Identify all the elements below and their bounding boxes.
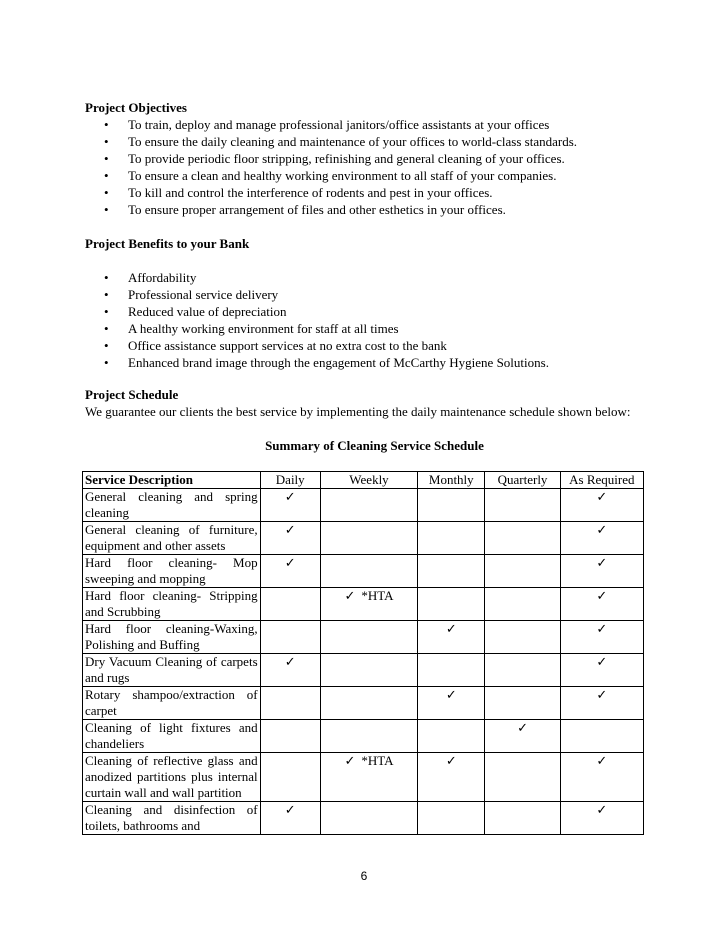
checkmark-icon: ✓ [596,753,608,768]
monthly-cell [418,687,485,720]
objective-item-text: To ensure proper arrangement of files and other esthetics in your offices. [128,202,506,217]
bullet-icon: • [104,117,109,132]
weekly-cell [320,720,417,753]
daily-cell [260,802,320,835]
quarterly-cell [485,802,560,835]
service-description-cell: Rotary shampoo/extraction of carpet [83,687,261,720]
table-row [83,753,644,802]
table-row [83,621,644,654]
table-row [83,588,644,621]
page-number: 6 [360,869,368,883]
daily-cell [260,621,320,654]
monthly-cell [418,802,485,835]
as-required-cell [560,555,643,588]
as-required-cell [560,802,643,835]
quarterly-cell [485,555,560,588]
objective-item [85,167,644,184]
weekly-cell [320,522,417,555]
hta-note: *HTA [361,588,394,603]
monthly-cell [418,720,485,753]
checkmark-icon: ✓ [344,588,356,603]
service-description-cell: Dry Vacuum Cleaning of carpets and rugs [83,654,261,687]
service-description-cell: General cleaning and spring cleaning [83,489,261,522]
schedule-section [85,386,644,835]
benefits-list [85,269,644,371]
col-header-service-description: Service Description [83,472,261,489]
checkmark-icon: ✓ [284,802,296,817]
checkmark-icon: ✓ [596,621,608,636]
monthly-cell [418,522,485,555]
checkmark-icon: ✓ [284,555,296,570]
checkmark-icon: ✓ [445,687,457,702]
checkmark-icon: ✓ [596,555,608,570]
schedule-table-body [83,489,644,835]
bullet-icon: • [104,338,109,353]
table-row [83,687,644,720]
schedule-table [82,471,644,835]
weekly-cell [320,753,417,802]
benefit-item [85,354,644,371]
objective-item [85,116,644,133]
checkmark-icon: ✓ [284,654,296,669]
table-header-row [83,472,644,489]
service-description-cell: Cleaning of light fixtures and chandeliers [83,720,261,753]
monthly-cell [418,588,485,621]
benefit-item [85,320,644,337]
quarterly-cell [485,621,560,654]
checkmark-icon: ✓ [344,753,356,768]
objective-item-text: To ensure a clean and healthy working environment to all staff of your companies. [128,168,557,183]
bullet-icon: • [104,185,109,200]
bullet-icon: • [104,355,109,370]
benefit-item-text: Reduced value of depreciation [128,304,287,319]
as-required-cell [560,753,643,802]
col-header-daily: Daily [260,472,320,489]
objective-item-text: To kill and control the interference of rodents and pest in your offices. [128,185,493,200]
benefit-item-text: Office assistance support services at no extra cost to the bank [128,338,447,353]
table-row [83,802,644,835]
quarterly-cell [485,720,560,753]
benefit-item [85,286,644,303]
weekly-cell [320,802,417,835]
schedule-heading: Project Schedule [85,387,179,402]
weekly-cell [320,555,417,588]
service-description-cell: Hard floor cleaning- Stripping and Scrubbing [83,588,261,621]
checkmark-icon: ✓ [284,522,296,537]
benefit-item-text: Enhanced brand image through the engagement of McCarthy Hygiene Solutions. [128,355,549,370]
bullet-icon: • [104,304,109,319]
daily-cell [260,555,320,588]
table-row [83,720,644,753]
objective-item [85,184,644,201]
daily-cell [260,720,320,753]
checkmark-icon: ✓ [596,687,608,702]
monthly-cell [418,621,485,654]
weekly-cell [320,588,417,621]
benefit-item-text: A healthy working environment for staff at all times [128,321,399,336]
bullet-icon: • [104,321,109,336]
monthly-cell [418,555,485,588]
as-required-cell [560,720,643,753]
checkmark-icon: ✓ [596,802,608,817]
objective-item-text: To train, deploy and manage professional janitors/office assistants at your offices [128,117,550,132]
weekly-cell [320,687,417,720]
objectives-heading: Project Objectives [85,100,187,115]
quarterly-cell [485,687,560,720]
weekly-cell [320,489,417,522]
table-row [83,522,644,555]
service-description-cell: Cleaning of reflective glass and anodized partitions plus internal curtain wall and wall partition [83,753,261,802]
objective-item [85,133,644,150]
service-description-cell: General cleaning of furniture, equipment and other assets [83,522,261,555]
table-row [83,489,644,522]
daily-cell [260,588,320,621]
objective-item [85,150,644,167]
checkmark-icon: ✓ [445,621,457,636]
benefits-section [85,235,644,371]
bullet-icon: • [104,134,109,149]
benefit-item [85,303,644,320]
checkmark-icon: ✓ [596,522,608,537]
as-required-cell [560,588,643,621]
quarterly-cell [485,489,560,522]
col-header-monthly: Monthly [418,472,485,489]
as-required-cell [560,687,643,720]
objective-item-text: To provide periodic floor stripping, refinishing and general cleaning of your offices. [128,151,565,166]
quarterly-cell [485,654,560,687]
col-header-weekly: Weekly [320,472,417,489]
service-description-cell: Hard floor cleaning-Waxing, Polishing and Buffing [83,621,261,654]
service-description-cell: Cleaning and disinfection of toilets, bathrooms and [83,802,261,835]
benefit-item-text: Professional service delivery [128,287,279,302]
bullet-icon: • [104,287,109,302]
weekly-cell [320,654,417,687]
bullet-icon: • [104,168,109,183]
service-description-cell: Hard floor cleaning- Mop sweeping and mopping [83,555,261,588]
as-required-cell [560,654,643,687]
page-content [85,99,644,835]
as-required-cell [560,621,643,654]
daily-cell [260,489,320,522]
quarterly-cell [485,522,560,555]
bullet-icon: • [104,151,109,166]
checkmark-icon: ✓ [596,489,608,504]
monthly-cell [418,654,485,687]
bullet-icon: • [104,270,109,285]
daily-cell [260,654,320,687]
monthly-cell [418,753,485,802]
bullet-icon: • [104,202,109,217]
objective-item-text: To ensure the daily cleaning and maintenance of your offices to world-class standards. [128,134,578,149]
objective-item [85,201,644,218]
daily-cell [260,753,320,802]
checkmark-icon: ✓ [596,654,608,669]
objectives-section [85,99,644,218]
checkmark-icon: ✓ [284,489,296,504]
checkmark-icon: ✓ [596,588,608,603]
table-title: Summary of Cleaning Service Schedule [265,438,484,453]
benefit-item-text: Affordability [128,270,197,285]
hta-note: *HTA [361,753,394,768]
checkmark-icon: ✓ [517,720,528,735]
daily-cell [260,687,320,720]
schedule-paragraph: We guarantee our clients the best service by implementing the daily maintenance schedule shown below: [85,404,631,419]
as-required-cell [560,489,643,522]
benefit-item [85,269,644,286]
table-row [83,555,644,588]
col-header-quarterly: Quarterly [485,472,560,489]
weekly-cell [320,621,417,654]
objectives-list [85,116,644,218]
benefits-heading: Project Benefits to your Bank [85,236,250,251]
as-required-cell [560,522,643,555]
checkmark-icon: ✓ [445,753,457,768]
col-header-as-required: As Required [560,472,643,489]
benefit-item [85,337,644,354]
quarterly-cell [485,753,560,802]
monthly-cell [418,489,485,522]
daily-cell [260,522,320,555]
quarterly-cell [485,588,560,621]
table-row [83,654,644,687]
